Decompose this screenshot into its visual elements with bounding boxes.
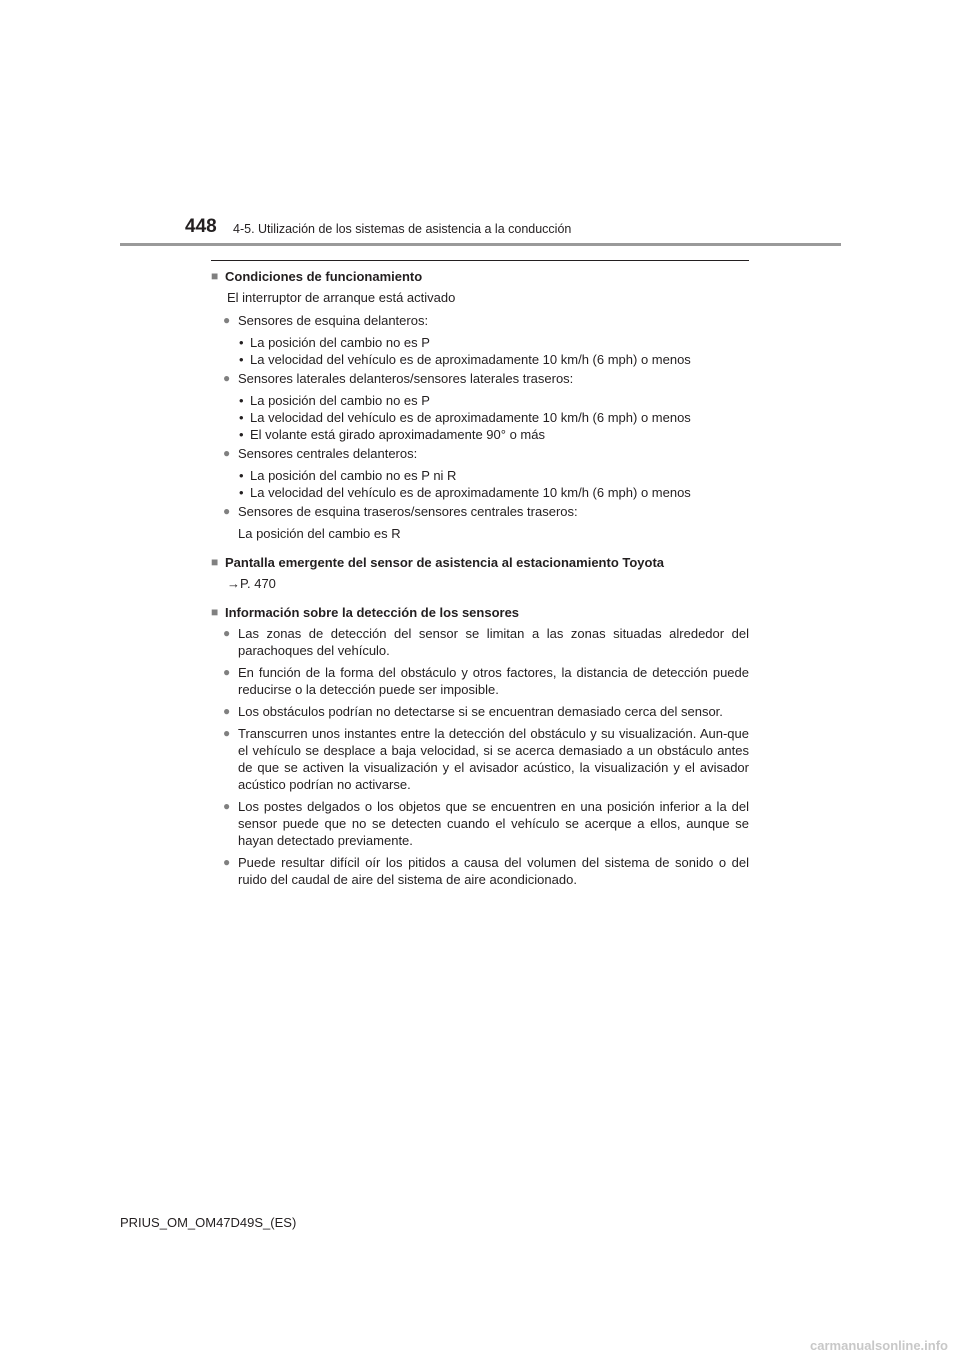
sub-list bbox=[211, 467, 749, 501]
circle-bullet-icon: ● bbox=[223, 855, 231, 869]
content-rule bbox=[211, 260, 749, 261]
sub-list-item: • La posición del cambio no es P ni R bbox=[239, 468, 457, 483]
list-item: ● Los postes delgados o los objetos que se encuentren en una posición inferior a la del sensor puede que no se detecten cuando el vehículo se acerque a ellos, aunque se hayan detectado previamente. bbox=[223, 799, 749, 848]
list-item: ● Sensores laterales delanteros/sensores laterales traseros: bbox=[223, 371, 574, 386]
heading-detection-info: ■ Información sobre la detección de los sensores bbox=[211, 605, 520, 620]
circle-bullet-icon: ● bbox=[223, 446, 231, 460]
list-item: ● Transcurren unos instantes entre la detección del obstáculo y su visualización. Aun-que el vehículo se desplace a baja velocidad, si se acerca demasiado a un obstáculo antes de que se activen la visualización y el avisador acústico, la visualización y el avisador acústico podrían no activarse. bbox=[223, 726, 749, 792]
circle-bullet-icon: ● bbox=[223, 726, 231, 740]
circle-bullet-icon: ● bbox=[223, 313, 231, 327]
list-item: ● Puede resultar difícil oír los pitidos a causa del volumen del sistema de sonido o del ruido del caudal de aire del sistema de aire acondicionado. bbox=[223, 855, 749, 887]
operating-intro: El interruptor de arranque está activado bbox=[227, 290, 456, 305]
circle-bullet-icon: ● bbox=[223, 799, 231, 813]
list-item: ● Sensores centrales delanteros: bbox=[223, 446, 418, 461]
list-item: ● En función de la forma del obstáculo y otros factores, la distancia de detección puede reducirse o la detección puede ser imposible. bbox=[223, 665, 749, 697]
square-bullet-icon: ■ bbox=[211, 555, 219, 569]
circle-bullet-icon: ● bbox=[223, 665, 231, 679]
square-bullet-icon: ■ bbox=[211, 269, 219, 283]
circle-bullet-icon: ● bbox=[223, 626, 231, 640]
square-bullet-icon: ■ bbox=[211, 605, 219, 619]
heading-popup-display: ■ Pantalla emergente del sensor de asistencia al estacionamiento Toyota bbox=[211, 555, 665, 570]
section-title: 4-5. Utilización de los sistemas de asistencia a la conducción bbox=[233, 222, 572, 236]
list-item: ● Sensores de esquina traseros/sensores centrales traseros: bbox=[223, 504, 578, 519]
list-item: ● Las zonas de detección del sensor se limitan a las zonas situadas alrededor del parachoques del vehículo. bbox=[223, 626, 749, 658]
list-item: ● Los obstáculos podrían no detectarse si se encuentran demasiado cerca del sensor. bbox=[223, 704, 723, 719]
list-item-text: La posición del cambio es R bbox=[238, 526, 401, 541]
sub-list-item: • La velocidad del vehículo es de aproximadamente 10 km/h (6 mph) o menos bbox=[239, 410, 691, 425]
sub-list-item: • La posición del cambio no es P bbox=[239, 335, 430, 350]
list-item: ● Sensores de esquina delanteros: bbox=[223, 313, 429, 328]
page-reference: →P. 470 bbox=[227, 576, 276, 591]
header-rule bbox=[120, 243, 841, 246]
sub-list-item: • La posición del cambio no es P bbox=[239, 393, 430, 408]
circle-bullet-icon: ● bbox=[223, 371, 231, 385]
page-number: 448 bbox=[185, 216, 217, 237]
sub-list bbox=[211, 392, 749, 443]
sub-list bbox=[211, 334, 749, 368]
sub-list-item: • La velocidad del vehículo es de aproximadamente 10 km/h (6 mph) o menos bbox=[239, 352, 691, 367]
heading-operating-conditions: ■ Condiciones de funcionamiento bbox=[211, 269, 423, 284]
watermark: carmanualsonline.info bbox=[810, 1338, 948, 1353]
circle-bullet-icon: ● bbox=[223, 704, 231, 718]
page-content bbox=[211, 268, 749, 893]
footer-doc-code: PRIUS_OM_OM47D49S_(ES) bbox=[120, 1215, 297, 1230]
sub-list-item: • El volante está girado aproximadamente 90° o más bbox=[239, 427, 545, 442]
sub-list-item: • La velocidad del vehículo es de aproximadamente 10 km/h (6 mph) o menos bbox=[239, 485, 691, 500]
circle-bullet-icon: ● bbox=[223, 504, 231, 518]
